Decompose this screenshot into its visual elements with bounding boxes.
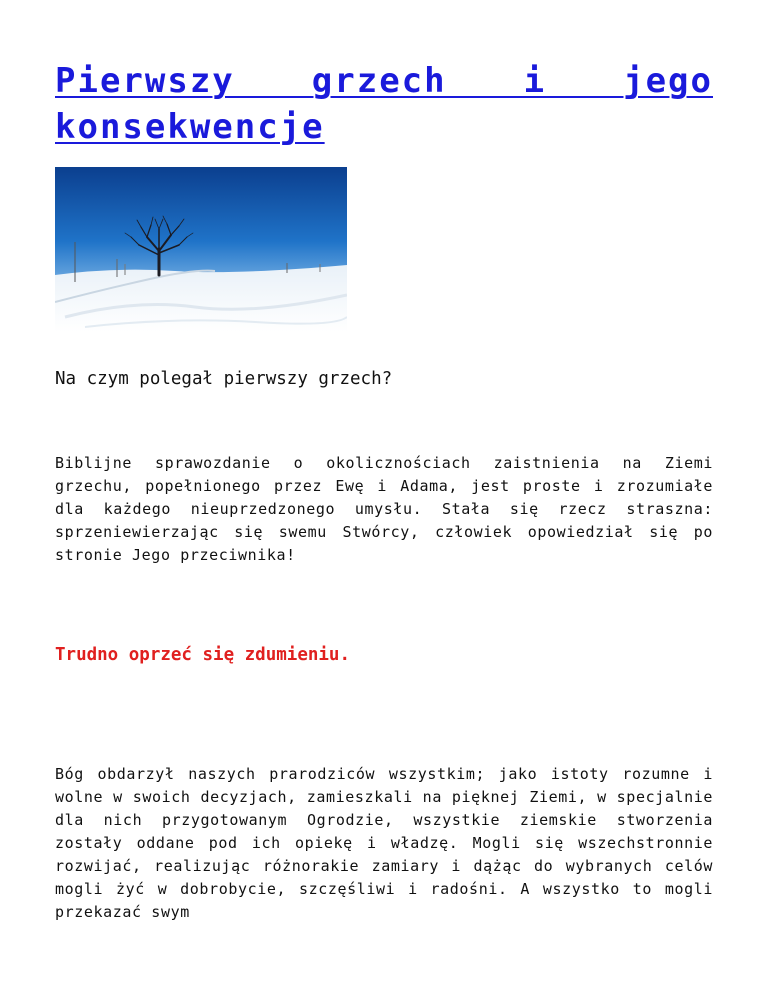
highlighted-heading: Trudno oprzeć się zdumieniu. [55, 645, 351, 665]
article-paragraph-2: Bóg obdarzył naszych prarodziców wszystkim; jako istoty rozumne i wolne w swoich decyzjach, zamieszkali na pięknej Ziemi, w specjalnie dla nich przygotowanym Ogrodzie, wszystkie ziemskie stworzenia zostały oddane pod ich opiekę i władzę. Mogli się wszechstronnie rozwijać, realizując różnorakie zamiary i dążąc do wybranych celów mogli żyć w dobrobycie, szczęśliwi i radośni. A wszystko to mogli przekazać swym [55, 765, 713, 921]
title-link[interactable]: Pierwszy grzech i jego konsekwencje [55, 61, 713, 147]
winter-tree-image [55, 167, 347, 332]
article-paragraph-1: Biblijne sprawozdanie o okolicznościach zaistnienia na Ziemi grzechu, popełnionego przez Ewę i Adama, jest proste i zrozumiałe dla każdego nieuprzedzonego umysłu. Stała się rzecz straszna: sprzeniewierzając się swemu Stwórcy, człowiek opowiedział się po stronie Jego przeciwnika! [55, 454, 713, 564]
page-title [55, 58, 713, 150]
section-subheading: Na czym polegał pierwszy grzech? [55, 369, 393, 389]
